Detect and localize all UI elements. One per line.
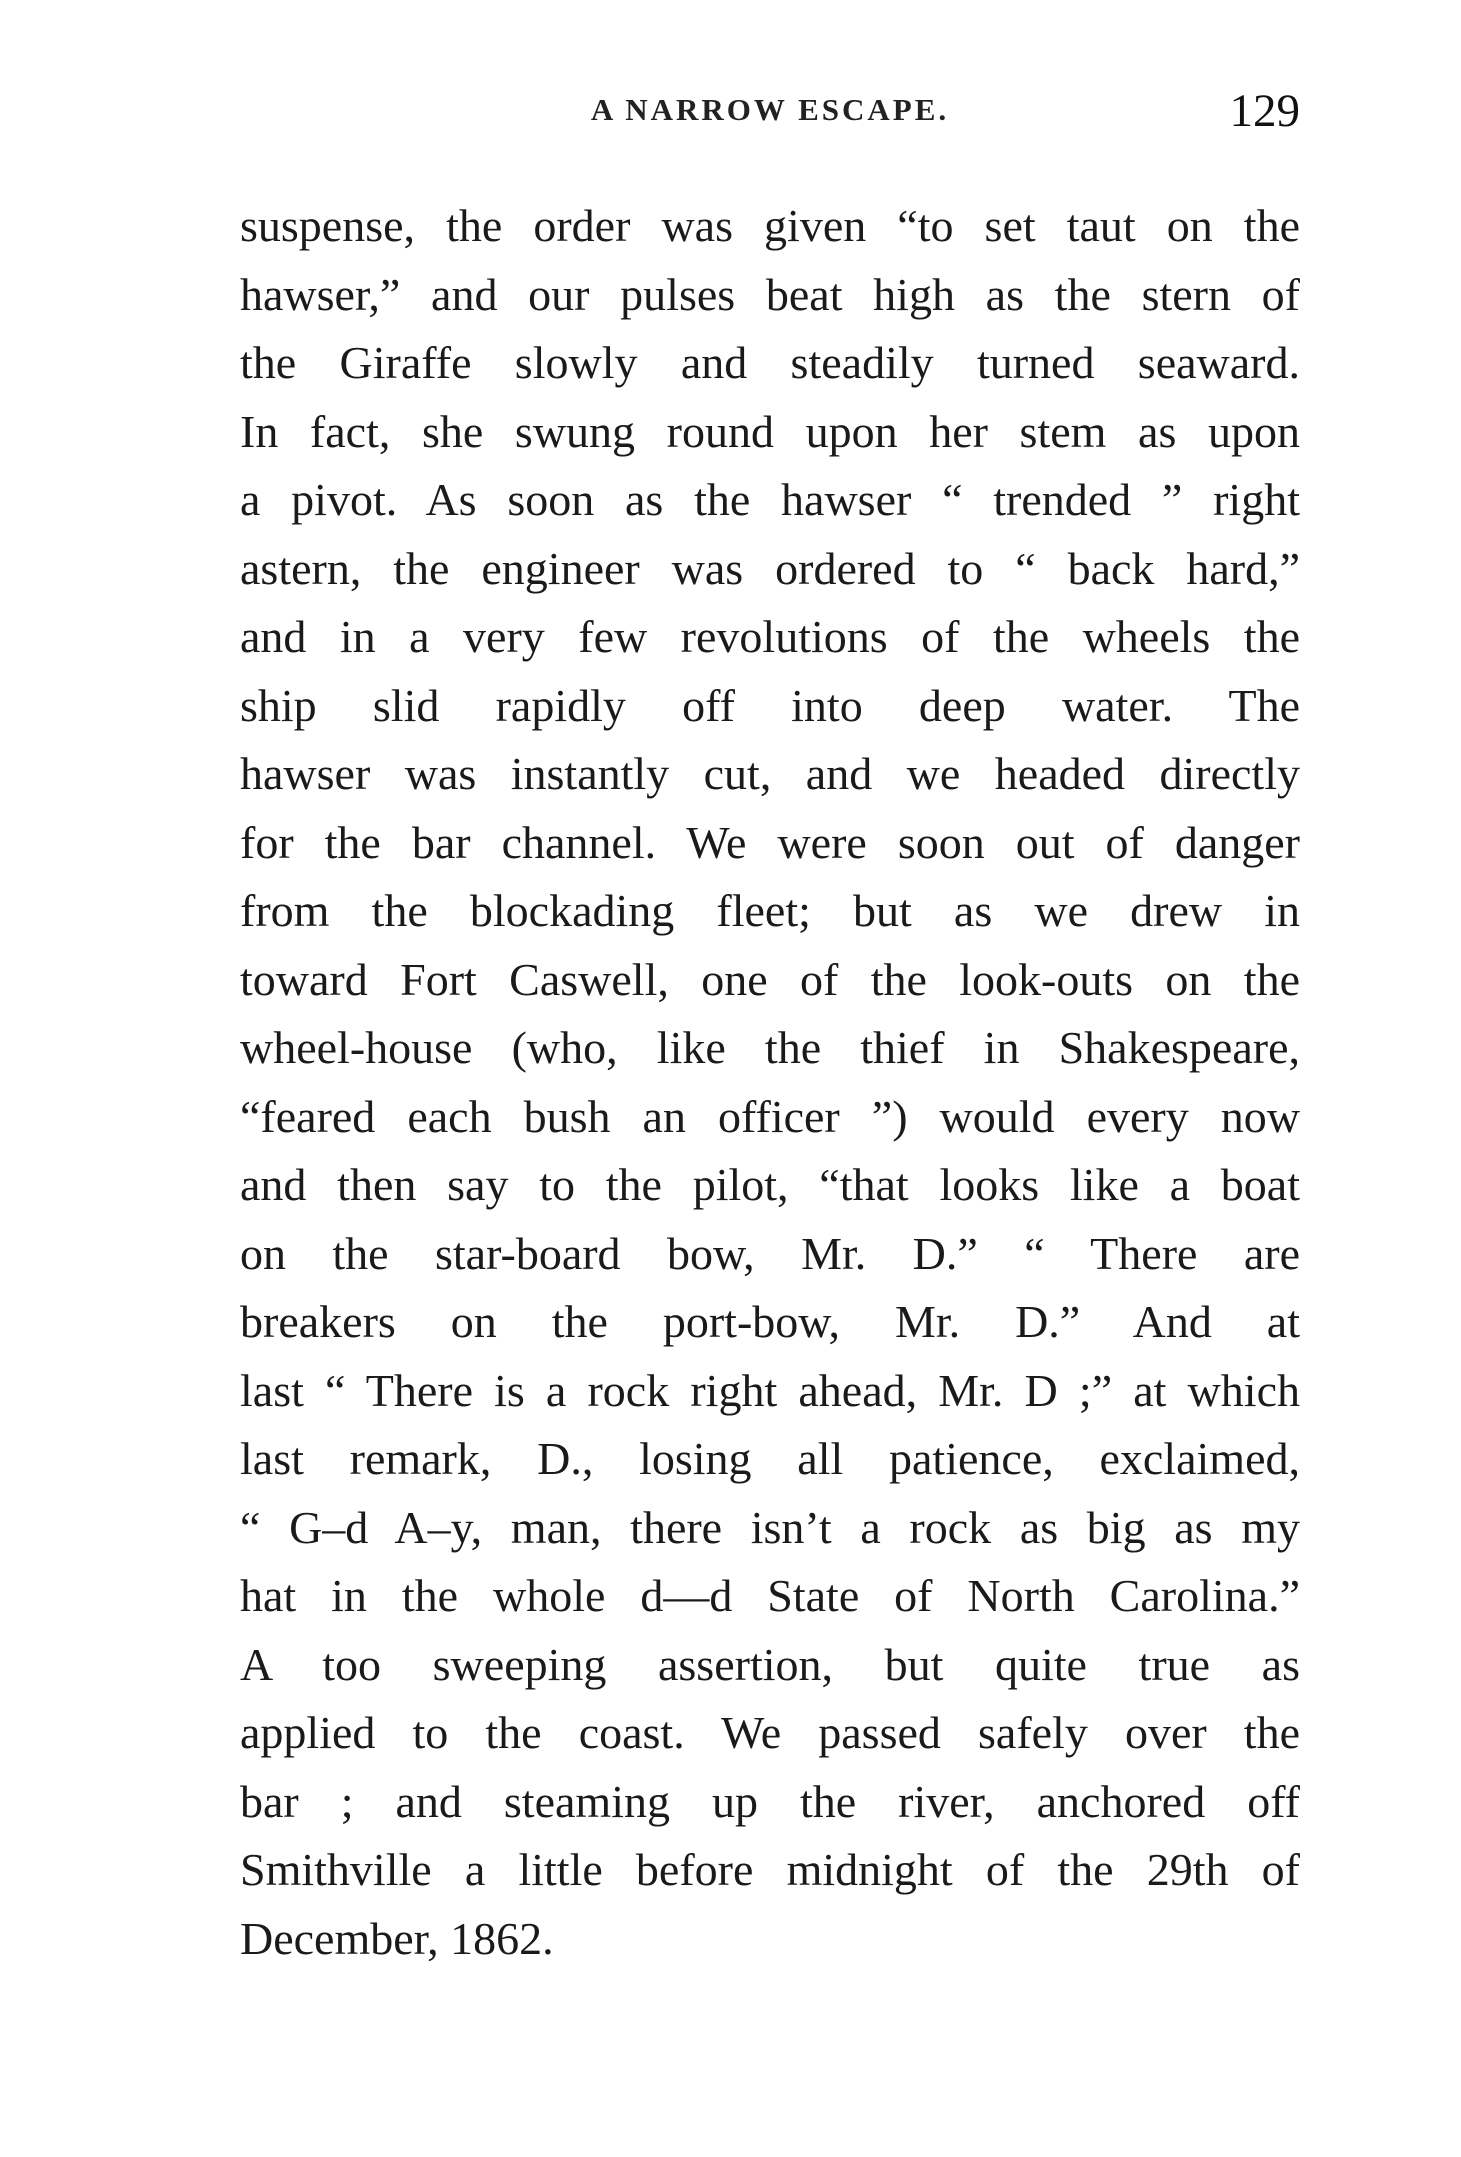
text-line: and in a very few revolutions of the wheels the <box>240 611 1300 662</box>
text-line: a pivot. As soon as the hawser “ trended ” right <box>240 474 1300 525</box>
text-line: “feared each bush an officer ”) would every now <box>240 1090 1300 1142</box>
text-line: on the star-board bow, Mr. D.” “ There are <box>240 1227 1300 1279</box>
page-number: 129 <box>1229 85 1300 137</box>
text-line: Smithville a little before midnight of the 29th of <box>240 1844 1300 1895</box>
text-line: suspense, the order was given “to set taut on the <box>240 200 1300 251</box>
text-line: toward Fort Caswell, one of the look-outs on the <box>240 953 1300 1005</box>
text-line: ship slid rapidly off into deep water. The <box>240 679 1300 731</box>
running-head <box>240 84 1300 144</box>
body-paragraph <box>240 192 1300 1973</box>
text-line: In fact, she swung round upon her stem as upon <box>240 405 1300 457</box>
text-line: bar ; and steaming up the river, anchored off <box>240 1775 1300 1827</box>
text-line: “ G–d A–y, man, there isn’t a rock as big as my <box>240 1501 1300 1553</box>
text-line: last “ There is a rock right ahead, Mr. D ;” at which <box>240 1364 1300 1416</box>
running-title: A NARROW ESCAPE. <box>590 92 950 127</box>
text-line: hawser was instantly cut, and we headed directly <box>240 748 1300 799</box>
text-line: last remark, D., losing all patience, exclaimed, <box>240 1433 1300 1484</box>
text-line: hat in the whole d—d State of North Carolina.” <box>240 1570 1300 1621</box>
text-line: applied to the coast. We passed safely over the <box>240 1707 1300 1758</box>
text-line: hawser,” and our pulses beat high as the stern of <box>240 268 1300 320</box>
text-line: the Giraffe slowly and steadily turned seaward. <box>240 337 1300 388</box>
text-line: wheel-house (who, like the thief in Shakespeare, <box>240 1022 1300 1073</box>
text-line: from the blockading fleet; but as we drew in <box>240 885 1300 936</box>
text-line: December, 1862. <box>240 1912 554 1964</box>
text-line: and then say to the pilot, “that looks like a boat <box>240 1159 1300 1210</box>
text-line: breakers on the port-bow, Mr. D.” And at <box>240 1296 1300 1347</box>
text-line: astern, the engineer was ordered to “ back hard,” <box>240 542 1300 594</box>
text-line: A too sweeping assertion, but quite true as <box>240 1638 1300 1690</box>
text-line: for the bar channel. We were soon out of danger <box>240 816 1300 868</box>
